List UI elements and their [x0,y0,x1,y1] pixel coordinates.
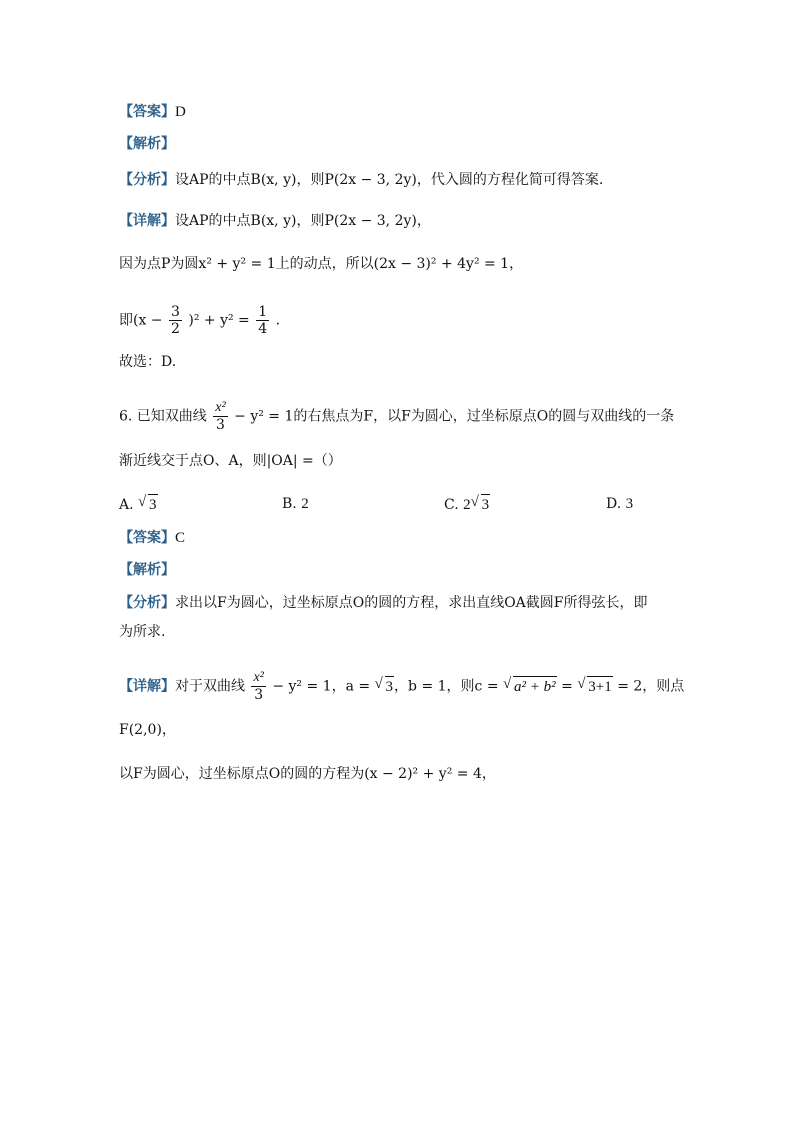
fenxi-text: 求出以F为圆心，过坐标原点O的圆的方程，求出直线OA截圆F所得弦长，即 [175,595,648,611]
fenxi-line-q6-2: 为所求. [119,624,166,640]
fenxi-label: 【分析】 [119,172,175,188]
analysis-heading-q6 [119,560,175,580]
answer-value: D [175,104,186,120]
conclusion-prev: 故选：D. [119,354,177,370]
fenxi-label: 【分析】 [119,595,175,611]
point-f-line: F(2,0)， [119,722,176,738]
xiangjie-line-prev [119,211,431,231]
frac-num: 1 [258,304,268,320]
derivation-line-1: 因为点P为圆x² + y² = 1上的动点，所以(2x − 3)² + 4y² = 1， [119,256,524,272]
fraction-1-4 [256,304,269,337]
answer-value: C [175,530,186,546]
fenxi-text: 设AP的中点B(x, y)，则P(2x − 3, 2y)，代入圆的方程化简可得答案. [175,172,604,188]
xj-b: ，b = 1，则c = [394,678,504,695]
frac-den: 3 [254,687,264,703]
xiangjie-label: 【详解】 [119,213,175,229]
xj-c-eq: = [556,678,578,695]
sqrt-c2-value: 3+1 [587,676,612,697]
option-c [444,494,490,515]
option-a [119,494,158,515]
sqrt-a-value: 3 [385,676,395,697]
sqrt-a [375,676,395,697]
option-letter: C. [444,497,459,513]
q6-stem-prefix: 6. 已知双曲线 [119,408,207,425]
sqrt-c1 [503,676,557,697]
fraction-3-2 [169,304,182,337]
answer-line-prev [119,102,186,122]
q6-stem-fraction [213,400,227,433]
option-letter: D. [606,496,622,512]
option-a-sqrt [138,494,158,515]
analysis-label: 【解析】 [119,562,175,578]
option-letter: B. [282,496,297,512]
option-letter: A. [119,497,134,513]
frac-num: x² [253,670,264,685]
xj-prefix: 对于双曲线 [175,678,245,695]
xj-fraction [251,670,265,703]
analysis-label: 【解析】 [119,136,175,152]
answer-label: 【答案】 [119,530,175,546]
eq-mid: )² + y² = [188,312,250,329]
fenxi-line-prev [119,170,603,190]
xiangjie-line-q6 [119,670,684,703]
frac-den: 4 [258,321,268,337]
option-value: 3 [148,494,158,515]
xj-tail: = 2，则点 [612,678,685,695]
option-c-sqrt [471,494,491,515]
frac-den: 3 [216,417,225,433]
option-value: 2 [301,496,309,512]
xj-mid: − y² = 1，a = [272,678,375,695]
eq-suffix: . [275,312,281,329]
q6-stem-mid: − y² = 1的右焦点为F，以F为圆心，过坐标原点O的圆与双曲线的一条 [234,408,675,425]
frac-num: 3 [171,304,180,320]
answer-line-q6 [119,528,185,548]
q6-stem-line-2: 渐近线交于点O、A，则|OA| =（） [119,453,342,469]
sqrt-c1-value: a² + b² [513,676,557,697]
frac-num: x² [215,400,226,415]
eq-prefix: 即(x − [119,312,163,329]
option-value: 3 [481,494,491,515]
q6-stem-line-1 [119,400,674,433]
circle-eq-line: 以F为圆心，过坐标原点O的圆的方程为(x − 2)² + y² = 4， [119,766,496,782]
option-b [282,494,309,514]
frac-den: 2 [171,321,180,337]
option-d [606,494,633,514]
fenxi-line-q6 [119,593,648,613]
xiangjie-text: 设AP的中点B(x, y)，则P(2x − 3, 2y)， [175,213,431,229]
derivation-line-2 [119,304,280,337]
sqrt-c2 [577,676,612,697]
xiangjie-label: 【详解】 [119,678,175,695]
option-value: 3 [625,496,634,512]
analysis-heading-prev [119,134,175,154]
option-coef: 2 [463,497,471,513]
answer-label: 【答案】 [119,104,175,120]
